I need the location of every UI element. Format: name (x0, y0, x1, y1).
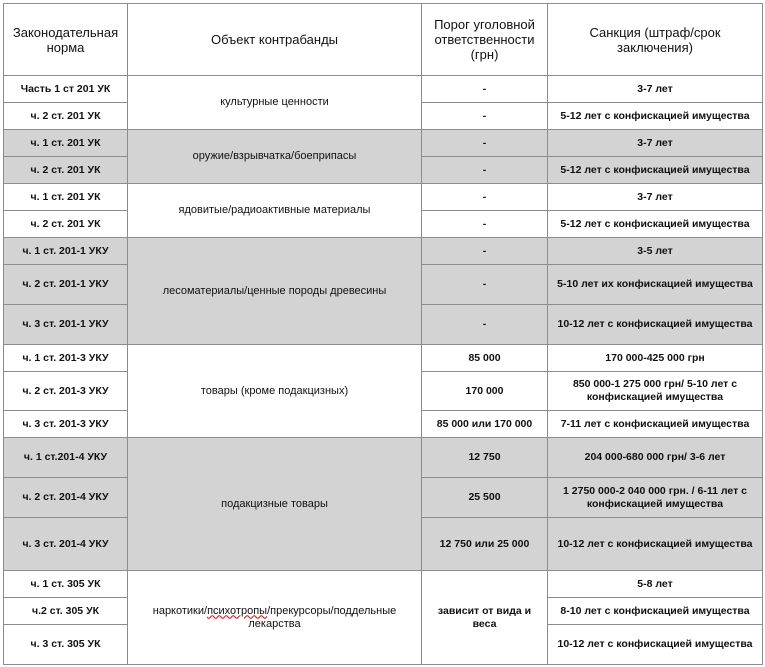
threshold-cell: зависит от вида и веса (422, 571, 548, 665)
norm-cell: ч. 3 ст. 201-4 УКУ (4, 518, 128, 571)
table-row (4, 184, 763, 211)
object-cell (128, 571, 422, 665)
sanction-cell: 8-10 лет с конфискацией имущества (548, 598, 763, 625)
table-row (4, 571, 763, 598)
table-row (4, 345, 763, 372)
threshold-cell: - (422, 211, 548, 238)
norm-cell: ч. 2 ст. 201 УК (4, 211, 128, 238)
sanction-cell: 10-12 лет с конфискацией имущества (548, 625, 763, 665)
table-row (4, 130, 763, 157)
threshold-cell: 12 750 (422, 438, 548, 478)
norm-cell: ч. 2 ст. 201-1 УКУ (4, 265, 128, 305)
threshold-cell: 85 000 (422, 345, 548, 372)
norm-cell: ч. 2 ст. 201 УК (4, 157, 128, 184)
object-cell: оружие/взрывчатка/боеприпасы (128, 130, 422, 184)
threshold-cell: 12 750 или 25 000 (422, 518, 548, 571)
sanction-cell: 3-7 лет (548, 76, 763, 103)
threshold-cell: - (422, 157, 548, 184)
threshold-cell: 170 000 (422, 372, 548, 411)
object-text-part: психотропы (207, 604, 268, 617)
threshold-cell: - (422, 103, 548, 130)
table-row (4, 238, 763, 265)
header-sanction: Санкция (штраф/срок заключения) (548, 4, 763, 76)
threshold-cell: 25 500 (422, 478, 548, 518)
norm-cell: ч. 1 ст.201-4 УКУ (4, 438, 128, 478)
norm-cell: ч. 2 ст. 201-3 УКУ (4, 372, 128, 411)
threshold-cell: - (422, 238, 548, 265)
threshold-cell: 85 000 или 170 000 (422, 411, 548, 438)
norm-cell: ч. 3 ст. 201-3 УКУ (4, 411, 128, 438)
header-object: Объект контрабанды (128, 4, 422, 76)
object-cell: лесоматериалы/ценные породы древесины (128, 238, 422, 345)
table-row (4, 438, 763, 478)
threshold-cell: - (422, 76, 548, 103)
threshold-cell: - (422, 265, 548, 305)
norm-cell: ч. 1 ст. 305 УК (4, 571, 128, 598)
sanction-cell: 5-12 лет с конфискацией имущества (548, 103, 763, 130)
sanction-cell: 10-12 лет с конфискацией имущества (548, 518, 763, 571)
table-row (4, 76, 763, 103)
header-threshold: Порог уголовной ответственности (грн) (422, 4, 548, 76)
norm-cell: Часть 1 ст 201 УК (4, 76, 128, 103)
sanction-cell: 3-5 лет (548, 238, 763, 265)
object-text-part: /прекурсоры/поддельные лекарства (248, 604, 397, 630)
sanction-cell: 850 000-1 275 000 грн/ 5-10 лет с конфискацией имущества (548, 372, 763, 411)
norm-cell: ч. 1 ст. 201 УК (4, 184, 128, 211)
sanction-cell: 1 2750 000-2 040 000 грн. / 6-11 лет с конфискацией имущества (548, 478, 763, 518)
norm-cell: ч. 1 ст. 201-3 УКУ (4, 345, 128, 372)
object-cell: подакцизные товары (128, 438, 422, 571)
norm-cell: ч. 2 ст. 201-4 УКУ (4, 478, 128, 518)
header-row (4, 4, 763, 76)
object-cell: товары (кроме подакцизных) (128, 345, 422, 438)
object-text-part: наркотики/ (152, 604, 208, 617)
sanction-cell: 5-12 лет с конфискацией имущества (548, 211, 763, 238)
norm-cell: ч. 3 ст. 201-1 УКУ (4, 305, 128, 345)
header-norm: Законодательная норма (4, 4, 128, 76)
sanction-cell: 10-12 лет с конфискацией имущества (548, 305, 763, 345)
sanction-cell: 7-11 лет с конфискацией имущества (548, 411, 763, 438)
sanction-cell: 204 000-680 000 грн/ 3-6 лет (548, 438, 763, 478)
threshold-cell: - (422, 184, 548, 211)
object-cell: ядовитые/радиоактивные материалы (128, 184, 422, 238)
contraband-table (3, 3, 763, 665)
sanction-cell: 5-12 лет с конфискацией имущества (548, 157, 763, 184)
threshold-cell: - (422, 130, 548, 157)
sanction-cell: 170 000-425 000 грн (548, 345, 763, 372)
object-cell: культурные ценности (128, 76, 422, 130)
norm-cell: ч.2 ст. 305 УК (4, 598, 128, 625)
norm-cell: ч. 1 ст. 201-1 УКУ (4, 238, 128, 265)
norm-cell: ч. 3 ст. 305 УК (4, 625, 128, 665)
threshold-cell: - (422, 305, 548, 345)
sanction-cell: 3-7 лет (548, 130, 763, 157)
sanction-cell: 5-8 лет (548, 571, 763, 598)
norm-cell: ч. 2 ст. 201 УК (4, 103, 128, 130)
sanction-cell: 3-7 лет (548, 184, 763, 211)
norm-cell: ч. 1 ст. 201 УК (4, 130, 128, 157)
sanction-cell: 5-10 лет их конфискацией имущества (548, 265, 763, 305)
